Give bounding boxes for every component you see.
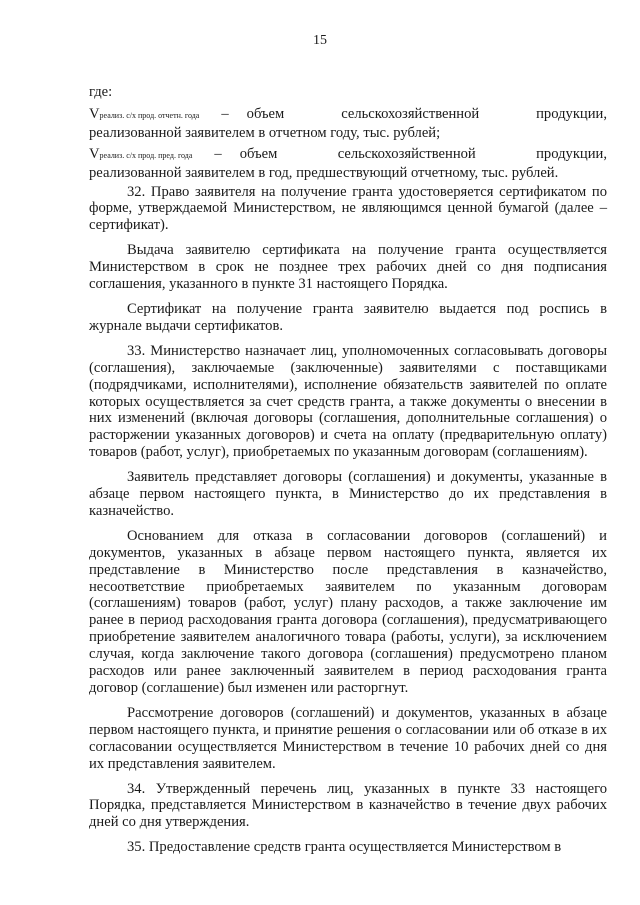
definition-word: объем xyxy=(246,105,285,122)
definition-dash: – xyxy=(221,105,229,122)
paragraph-certificate-issue: Выдача заявителю сертификата на получение гранта осуществляется Министерством в срок не позднее трех рабочих дней со дня подписания соглашения, указанного в пункте 31 настоящего Порядка. xyxy=(89,242,607,293)
definition-dash: – xyxy=(214,145,222,162)
paragraph-32: 32. Право заявителя на получение гранта удостоверяется сертификатом по форме, утверждаемой Министерством, не являющимся ценной бумагой (далее – сертификат). xyxy=(89,183,607,234)
paragraph-34: 34. Утвержденный перечень лиц, указанных в пункте 33 настоящего Порядка, представляется Министерством в казначейство в течение двух рабочих дней со дня утверждения. xyxy=(89,780,607,831)
definition-word: объем xyxy=(239,145,278,162)
definition-1-line xyxy=(89,106,607,125)
definition-1-continuation: реализованной заявителем в отчетном году, тыс. рублей; xyxy=(89,124,441,141)
definition-word: продукции, xyxy=(536,145,607,162)
variable-symbol: V xyxy=(89,105,100,122)
paragraph-applicant-submits: Заявитель представляет договоры (соглашения) и документы, указанные в абзаце первом настоящего пункта, в Министерство до их представления в казначейство. xyxy=(89,469,607,519)
paragraph-35: 35. Предоставление средств гранта осуществляется Министерством в xyxy=(127,839,562,856)
variable-symbol: V xyxy=(89,145,100,162)
where-label: где: xyxy=(89,84,113,100)
paragraph-review: Рассмотрение договоров (соглашений) и документов, указанных в абзаце первом настоящего пункта, и принятие решения о согласовании или об отказе в их согласовании осуществляется Министерством в течение 10 рабочих дней со дня их представления заявителем. xyxy=(89,704,607,772)
document-body xyxy=(89,84,607,856)
variable-subscript: реализ. с/х прод. пред. года xyxy=(99,150,193,160)
variable-subscript: реализ. с/х прод. отчетн. года xyxy=(99,110,200,120)
page-number: 15 xyxy=(313,33,327,48)
definition-word: продукции, xyxy=(536,105,607,122)
paragraph-33: 33. Министерство назначает лиц, уполномоченных согласовывать договоры (соглашения), заключаемые (заключенные) заявителями с поставщиками (подрядчиками, исполнителями), исполнение обязательств заявителей по оплате которых осуществляется за счет средств гранта, а также документы о внесении в них изменений (включая договоры (соглашения, дополнительные соглашения) о расторжении указанных договоров) и счета на оплату (предварительную оплату) товаров (работ, услуг), приобретаемых по указанным договорам (соглашениям). xyxy=(89,342,607,461)
paragraph-certificate-receipt: Сертификат на получение гранта заявителю выдается под роспись в журнале выдачи сертификатов. xyxy=(89,300,607,334)
definition-word: сельскохозяйственной xyxy=(337,145,476,162)
definition-word: сельскохозяйственной xyxy=(341,105,480,122)
definition-2-continuation: реализованной заявителем в год, предшествующий отчетному, тыс. рублей. xyxy=(89,164,559,181)
definition-2-line xyxy=(89,146,607,165)
paragraph-refusal-grounds: Основанием для отказа в согласовании договоров (соглашений) и документов, указанных в абзаце первом настоящего пункта, является их представление в Министерство после представления в казначейство, несоответствие приобретаемых заявителем по указанным договорам (соглашениям) товаров (работ, услуг) плану расходов, а также заключение им ранее в период расходования гранта договора (соглашения), предусматривающего приобретение заявителем аналогичного товара (работы, услуги), за исключением случая, когда заключение такого договора (соглашения) предусмотрено планом расходов или ранее заключенный заявителем в период расходования гранта договор (соглашение) был изменен или расторгнут. xyxy=(89,527,607,696)
